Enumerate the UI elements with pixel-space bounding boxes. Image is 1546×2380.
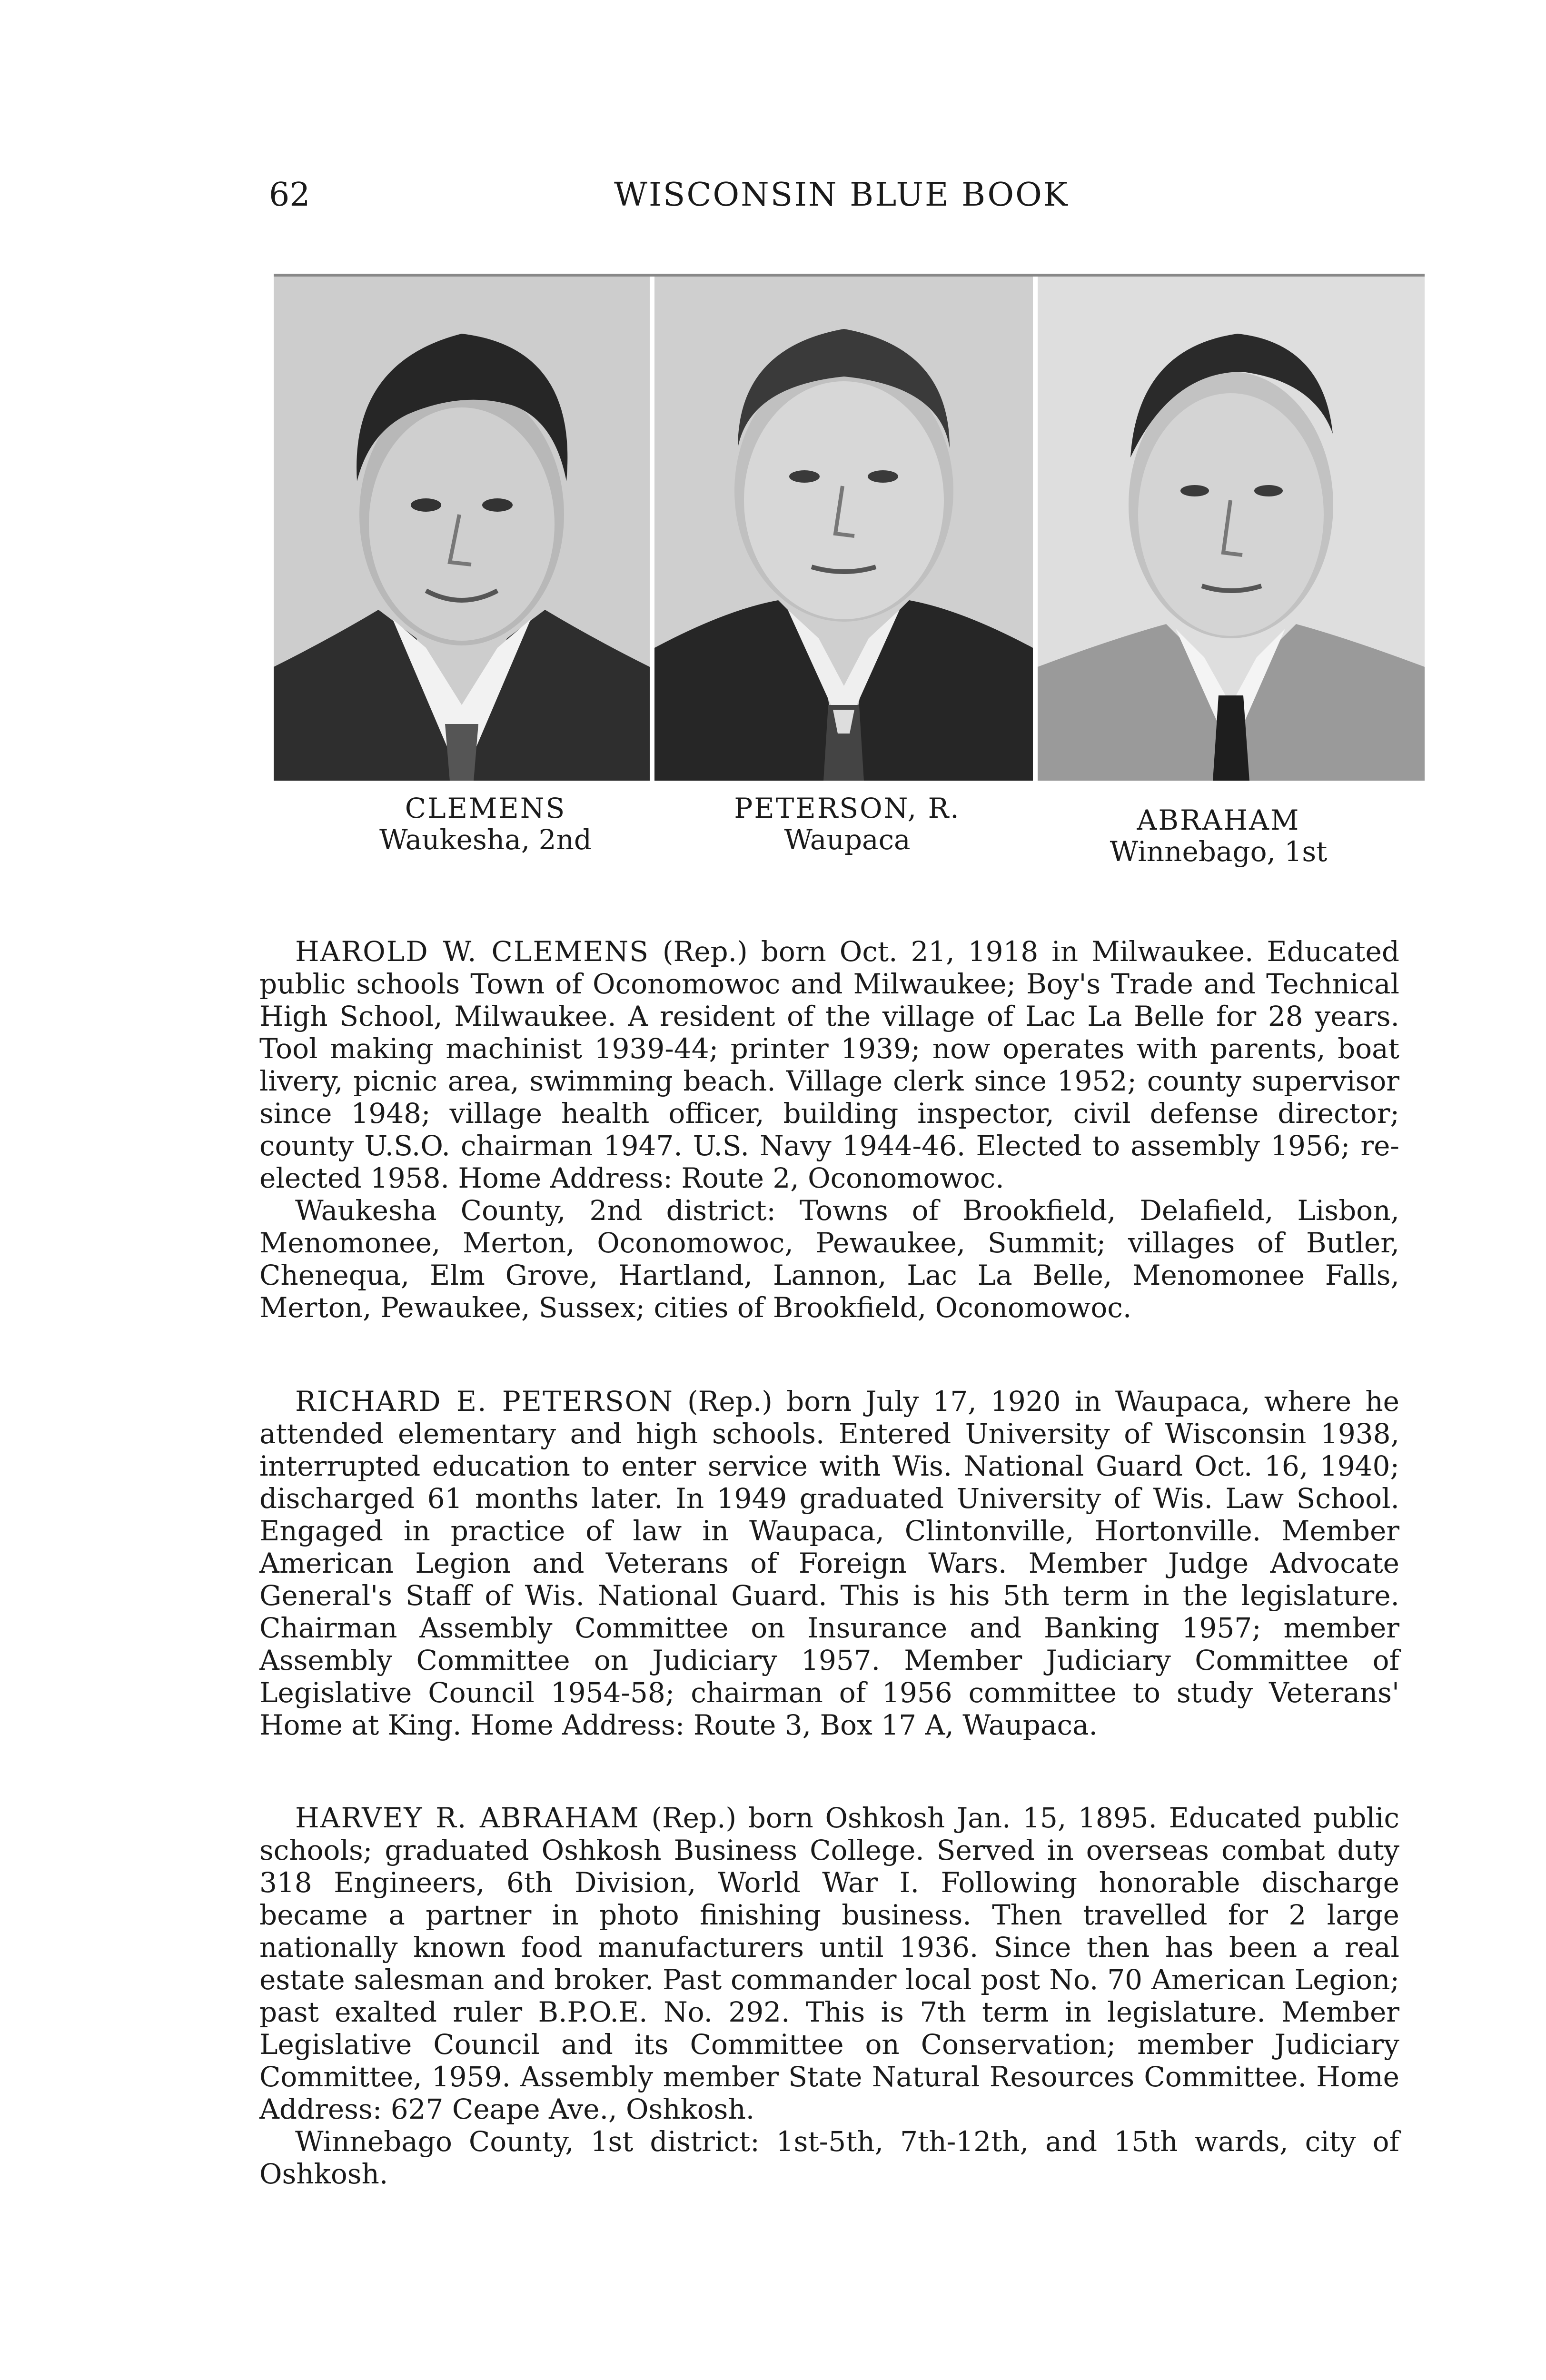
bio-lead-name: HARVEY R. ABRAHAM [295, 1802, 640, 1834]
district-note: Winnebago County, 1st district: 1st-5th, 7th-12th, and 15th wards, city of Oshkosh. [259, 2125, 1399, 2190]
district-note: Waukesha County, 2nd district: Towns of Brookfield, Delafield, Lisbon, Menomonee, Merton, Oconomowoc, Pewaukee, Summit; villages of Butler, Chenequa, Elm Grove, Hartland, Lannon, Lac La Belle, Menomonee Falls, Merton, Pewaukee, Sussex; cities of Brookfield, Oconomowoc. [259, 1194, 1399, 1324]
caption-district: Waukesha, 2nd [379, 823, 592, 856]
bio-paragraph [259, 1802, 1399, 2125]
running-title: WISCONSIN BLUE BOOK [614, 176, 1069, 214]
caption-name: ABRAHAM [1137, 804, 1300, 836]
bio-text: (Rep.) born July 17, 1920 in Waupaca, where he attended elementary and high schools. Entered University of Wisconsin 1938, interrupted education to enter service with Wis. National Guard Oct. 16, 1940; discharged 61 months later. In 1949 graduated University of Wis. Law School. Engaged in practice of law in Waupaca, Clintonville, Hortonville. Member American Legion and Veterans of Foreign Wars. Member Judge Advocate General's Staff of Wis. National Guard. This is his 5th term in the legislature. Chairman Assembly Committee on Insurance and Banking 1957; member Assembly Committee on Judiciary 1957. Member Judiciary Committee of Legislative Council 1954-58; chairman of 1956 committee to study Veterans' Home at King. Home Address: Route 3, Box 17 A, Waupaca. [259, 1385, 1399, 1741]
page-number: 62 [269, 176, 310, 214]
bio-lead-name: HAROLD W. CLEMENS [295, 935, 649, 968]
caption-peterson [666, 793, 1028, 855]
bio-paragraph [259, 935, 1399, 1194]
caption-abraham [1028, 804, 1409, 867]
bio-lead-name: RICHARD E. PETERSON [295, 1385, 674, 1418]
caption-name: CLEMENS [405, 792, 566, 824]
page-header [0, 174, 1546, 217]
caption-name: PETERSON, R. [734, 792, 961, 824]
caption-clemens [305, 793, 666, 855]
bio-text: (Rep.) born Oshkosh Jan. 15, 1895. Educated public schools; graduated Oshkosh Business College. Served in overseas combat duty 318 Engineers, 6th Division, World War I. Following honorable discharge became a partner in photo finishing business. Then travelled for 2 large nationally known food manufacturers until 1936. Since then has been a real estate salesman and broker. Past commander local post No. 70 American Legion; past exalted ruler B.P.O.E. No. 292. This is 7th term in legislature. Member Legislative Council and its Committee on Conservation; member Judiciary Committee, 1959. Assembly member State Natural Resources Committee. Home Address: 627 Ceape Ave., Oshkosh. [259, 1802, 1399, 2125]
caption-district: Winnebago, 1st [1110, 835, 1328, 868]
portrait-clemens [274, 277, 650, 781]
portrait-row [274, 274, 1425, 781]
bio-text: (Rep.) born Oct. 21, 1918 in Milwaukee. Educated public schools Town of Oconomowoc and Milwaukee; Boy's Trade and Technical High School, Milwaukee. A resident of the village of Lac La Belle for 28 years. Tool making machinist 1939-44; printer 1939; now operates with parents, boat livery, picnic area, swimming beach. Village clerk since 1952; county supervisor since 1948; village health officer, building inspector, civil defense director; county U.S.O. chairman 1947. U.S. Navy 1944-46. Elected to assembly 1956; re-elected 1958. Home Address: Route 2, Oconomowoc. [259, 935, 1399, 1194]
bio-peterson [259, 1385, 1399, 1741]
bio-paragraph [259, 1385, 1399, 1741]
portrait-peterson [654, 277, 1033, 781]
bio-clemens [259, 935, 1399, 1324]
portrait-abraham [1038, 277, 1425, 781]
bio-abraham [259, 1802, 1399, 2190]
caption-district: Waupaca [784, 823, 911, 856]
